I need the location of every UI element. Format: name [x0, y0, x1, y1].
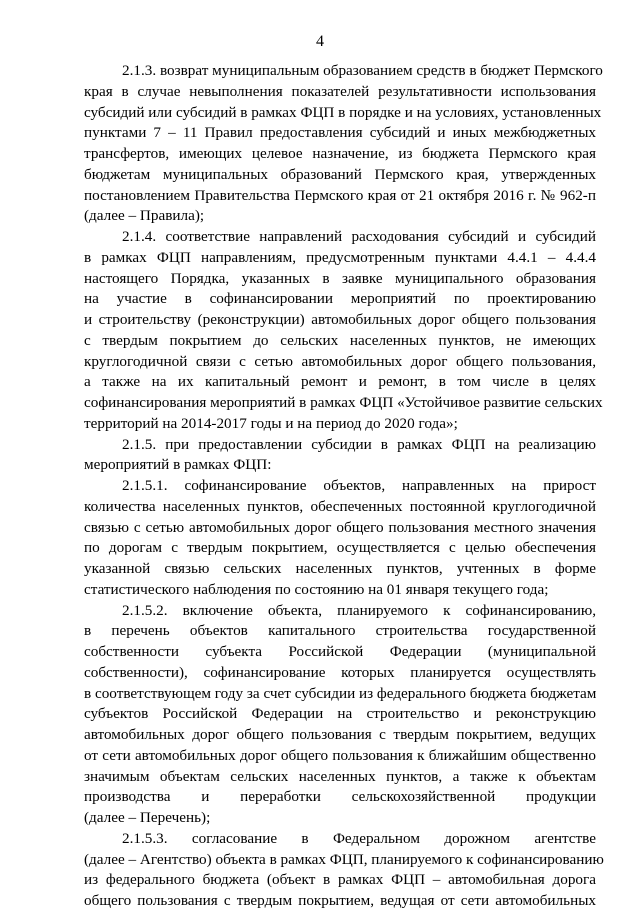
text-line: собственности), софинансирование которых планируется осуществлять	[84, 663, 596, 681]
text-line: 2.1.3. возврат муниципальным образованием средств в бюджет Пермского	[122, 62, 603, 79]
text-line: 2.1.5.3. согласование в Федеральном дорожном агентстве	[122, 829, 596, 847]
text-line: указанной связью сельских населенных пунктов, учтенных в форме	[84, 560, 596, 577]
text-line: от сети автомобильных дорог общего пользования к ближайшим общественно	[84, 746, 596, 764]
paragraph-2-1-5-2	[84, 601, 596, 829]
text-line: статистического наблюдения по состоянию на 01 января текущего года;	[84, 580, 549, 598]
text-line: субсидий или субсидий в рамках ФЦП в порядке и на условиях, установленных	[84, 103, 602, 121]
text-line: общего пользования с твердым покрытием, ведущая от сети автомобильных	[84, 892, 596, 909]
text-line: собственности субъекта Российской Федерации (муниципальной	[84, 643, 596, 660]
paragraph-2-1-5	[84, 435, 596, 477]
document-body	[84, 61, 604, 912]
text-line: постановлением Правительства Пермского края от 21 октября 2016 г. № 962-п	[84, 186, 596, 204]
text-line: (далее – Агентство) объекта в рамках ФЦП, планируемого к софинансированию	[84, 850, 604, 868]
text-line: 2.1.5. при предоставлении субсидии в рамках ФЦП на реализацию	[122, 435, 596, 453]
text-line: с твердым покрытием до сельских населенных пунктов, не имеющих	[84, 331, 596, 349]
text-line: трансфертов, имеющих целевое назначение, из бюджета Пермского края	[84, 145, 596, 162]
text-line: (далее – Правила);	[84, 207, 205, 225]
text-line: количества населенных пунктов, обеспеченных постоянной круглогодичной	[84, 497, 596, 515]
text-line: в перечень объектов капитального строительства государственной	[84, 622, 596, 640]
text-line: в соответствующем году за счет субсидии из федерального бюджета бюджетам	[84, 684, 597, 702]
text-line: производства и переработки сельскохозяйственной продукции	[84, 788, 596, 806]
text-line: из федерального бюджета (объект в рамках ФЦП – автомобильная дорога	[84, 871, 596, 889]
text-line: территорий на 2014-2017 годы и на период до 2020 года»;	[84, 414, 458, 432]
text-line: мероприятий в рамках ФЦП:	[84, 456, 272, 474]
text-line: в рамках ФЦП направлениям, предусмотренным пунктами 4.4.1 – 4.4.4	[84, 248, 596, 266]
text-line: круглогодичной связи с сетью автомобильных дорог общего пользования,	[84, 352, 596, 370]
text-line: по дорогам с твердым покрытием, осуществляется с целью обеспечения	[84, 539, 596, 557]
paragraph-2-1-5-3	[84, 829, 604, 912]
text-line: края в случае невыполнения показателей результативности использования	[84, 82, 596, 100]
text-line: субъектов Российской Федерации на строительство и реконструкцию	[84, 705, 596, 723]
text-line: софинансирования мероприятий в рамках ФЦП «Устойчивое развитие сельских	[84, 394, 603, 411]
text-line: 2.1.4. соответствие направлений расходования субсидий и субсидий	[122, 228, 596, 245]
text-line: связью с сетью автомобильных дорог общего пользования местного значения	[84, 518, 596, 536]
text-line: и строительству (реконструкции) автомобильных дорог общего пользования	[84, 311, 596, 328]
paragraph-2-1-4	[84, 227, 603, 435]
text-line: бюджетам муниципальных образований Пермского края, утвержденных	[84, 165, 596, 183]
text-line: 2.1.5.2. включение объекта, планируемого к софинансированию,	[122, 601, 596, 619]
text-line: на участие в софинансировании мероприятий по проектированию	[84, 290, 596, 308]
paragraph-2-1-3	[84, 61, 603, 227]
paragraph-2-1-5-1	[84, 476, 596, 601]
text-line: автомобильных дорог общего пользования с твердым покрытием, ведущих	[84, 726, 596, 743]
text-line: значимым объектам сельских населенных пунктов, а также к объектам	[84, 767, 596, 785]
text-line: 2.1.5.1. софинансирование объектов, направленных на прирост	[122, 477, 596, 494]
text-line: а также на их капитальный ремонт и ремонт, в том числе в целях	[84, 373, 596, 391]
text-line: настоящего Порядка, указанных в заявке муниципального образования	[84, 269, 596, 287]
page-number: 4	[316, 33, 324, 50]
text-line: пунктами 7 – 11 Правил предоставления субсидий и иных межбюджетных	[84, 124, 596, 142]
text-line: (далее – Перечень);	[84, 809, 211, 826]
